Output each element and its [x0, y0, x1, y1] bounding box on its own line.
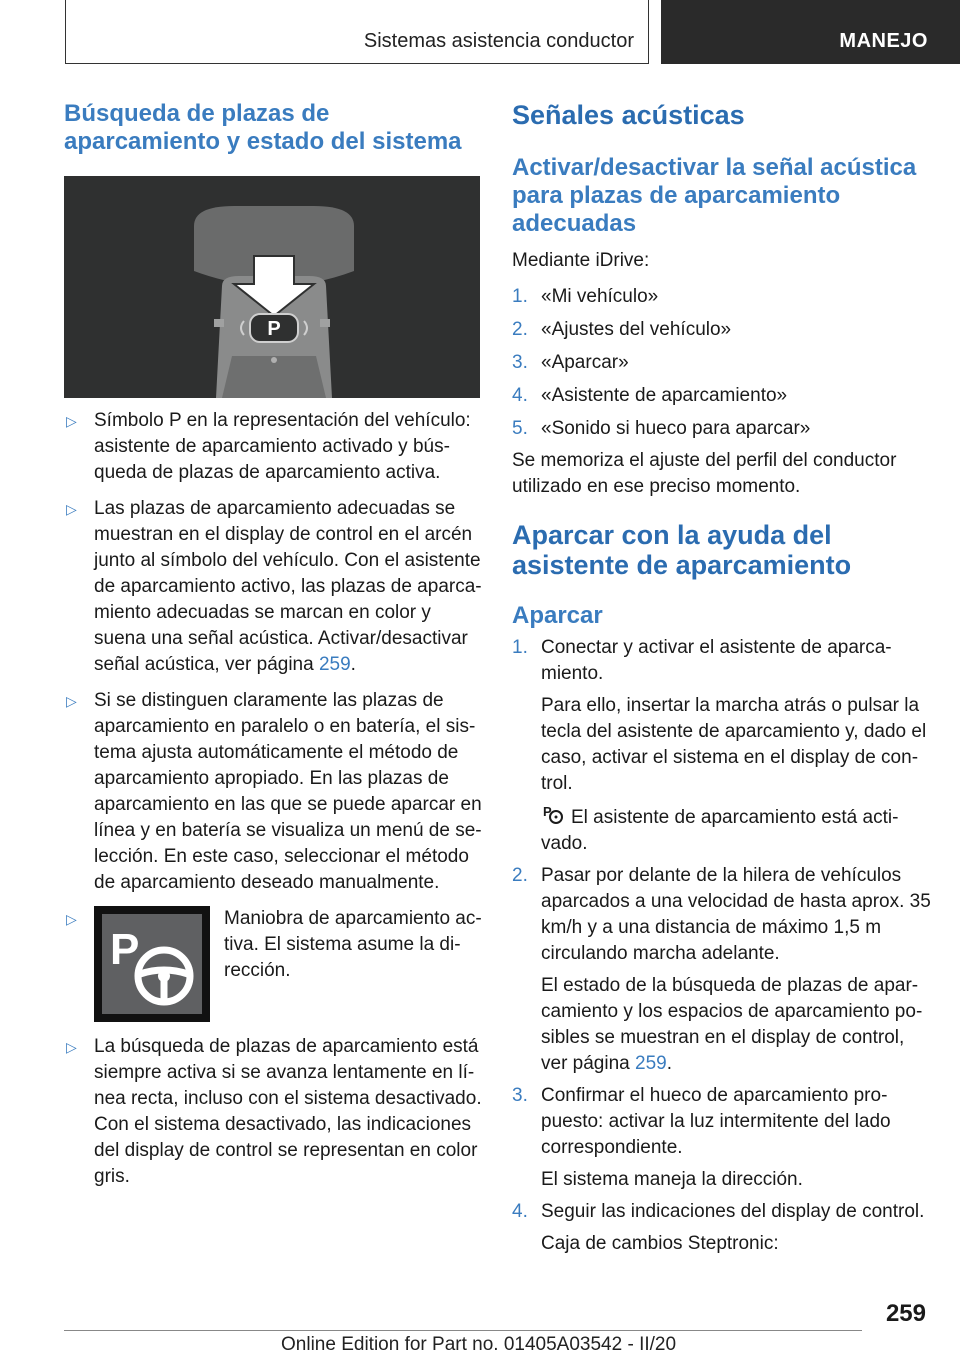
heading-aparcar-ayuda: Aparcar con la ayuda del asistente de aparcamiento [512, 520, 852, 580]
page-link-259[interactable]: 259 [318, 654, 351, 675]
bullet-simbolo-p: ▷ Símbolo P en la representación del vehículo: asistente de aparcamiento activado y búsqueda de plazas de aparcamiento activa. [66, 410, 471, 483]
heading-busqueda: Búsqueda de plazas de aparcamiento y estado del sistema [64, 100, 462, 155]
park-step-4-detail: Caja de cambios Steptronic: [541, 1233, 779, 1254]
triangle-bullet-icon: ▷ [66, 413, 77, 429]
step-item: 3. «Aparcar» [512, 352, 629, 373]
park-step-4: 4. Seguir las indicaciones del display de control. [512, 1201, 925, 1222]
memoriza-text: Se memoriza el ajuste del perfil del conductor utilizado en ese preciso momento. [512, 450, 897, 497]
step-item: 1. «Mi vehículo» [512, 286, 659, 307]
header-chapter-title: MANEJO [839, 30, 928, 52]
park-step-3-detail: El sistema maneja la dirección. [541, 1169, 803, 1190]
bullet-plazas-adecuadas: ▷ Las plazas de aparcamiento adecuadas se muestran en el display de control en el arcén junto al símbolo del vehículo. Con el asistente de aparcamiento activo, las plazas de aparcamiento adecuadas se marcan en color y suena una señal acústica. Activar/desactivar señal acústica, ver página 259. [66, 498, 482, 675]
header-section-box [65, 0, 649, 64]
park-step-2-detail: El estado de la búsqueda de plazas de aparcamiento y los espacios de aparcamiento posibles se muestran en el display de control, ver página 259. [541, 975, 923, 1074]
left-column [64, 100, 484, 1190]
bullet-busqueda-activa: ▷ La búsqueda de plazas de aparcamiento está siempre activa si se avanza lentamente en línea recta, incluso con el sistema desactivado. Con el sistema desactivado, las indicaciones del display de control se representan en color gris. [66, 1036, 482, 1187]
bullet-maniobra-activa: ▷ P Maniobra de aparcamiento activa. El sistema asume la dirección. [64, 906, 484, 1022]
triangle-bullet-icon: ▷ [66, 501, 77, 517]
page-link-259[interactable]: 259 [635, 1053, 667, 1074]
header-chapter-tab [661, 0, 960, 64]
triangle-bullet-icon: ▷ [66, 693, 77, 709]
heading-aparcar: Aparcar [512, 602, 603, 629]
parking-assistant-icon [541, 803, 567, 825]
heading-activar-desactivar: Activar/desactivar la señal acústica para plazas de aparcamiento adecuadas [512, 154, 917, 237]
park-step-3: 3. Confirmar el hueco de aparcamiento propuesto: activar la luz intermitente del lado correspondiente. [512, 1085, 891, 1158]
mediante-idrive: Mediante iDrive: [512, 250, 650, 271]
page-number: 259 [885, 1300, 926, 1327]
header-section-title: Sistemas asistencia conductor [363, 30, 634, 52]
triangle-bullet-icon: ▷ [66, 911, 77, 927]
triangle-bullet-icon: ▷ [66, 1039, 77, 1055]
park-step-1: 1. Conectar y activar el asistente de aparcamiento. [512, 637, 892, 684]
right-column [512, 100, 932, 1257]
park-step-1-detail: Para ello, insertar la marcha atrás o pulsar la tecla del asistente de aparcamiento y, dado el caso, activar el sistema en el display de control. [541, 695, 927, 794]
bullet-paralelo-bateria: ▷ Si se distinguen claramente las plazas de aparcamiento en paralelo o en batería, el sistema ajusta automáticamente el método de aparcamiento apropiado. En las plazas de aparcamiento en las que se puede aparcar en línea y en batería se visualiza un menú de selección. En este caso, seleccionar el método de aparcamiento deseado manualmente. [66, 690, 482, 893]
footer-divider [64, 1330, 862, 1331]
svg-text:P: P [110, 925, 140, 974]
park-step-2: 2. Pasar por delante de la hilera de vehículos aparcados a una velocidad de hasta aprox. 35 km/h y a una distancia de máximo 1,5 m circulando marcha adelante. [512, 865, 931, 964]
step-item: 2. «Ajustes del vehículo» [512, 319, 732, 340]
parking-display-illustration [64, 176, 480, 398]
footer-edition: Online Edition for Part no. 01405A03542 - II/20 [281, 1334, 677, 1355]
svg-text:P: P [267, 318, 281, 340]
park-step-1-status: P El asistente de aparcamiento está activado. [541, 804, 899, 854]
step-item: 5. «Sonido si hueco para aparcar» [512, 418, 811, 439]
step-item: 4. «Asistente de aparcamiento» [512, 385, 788, 406]
parking-steering-icon [94, 906, 210, 1022]
heading-senales-acusticas: Señales acústicas [512, 100, 745, 130]
svg-text:P: P [543, 804, 552, 819]
